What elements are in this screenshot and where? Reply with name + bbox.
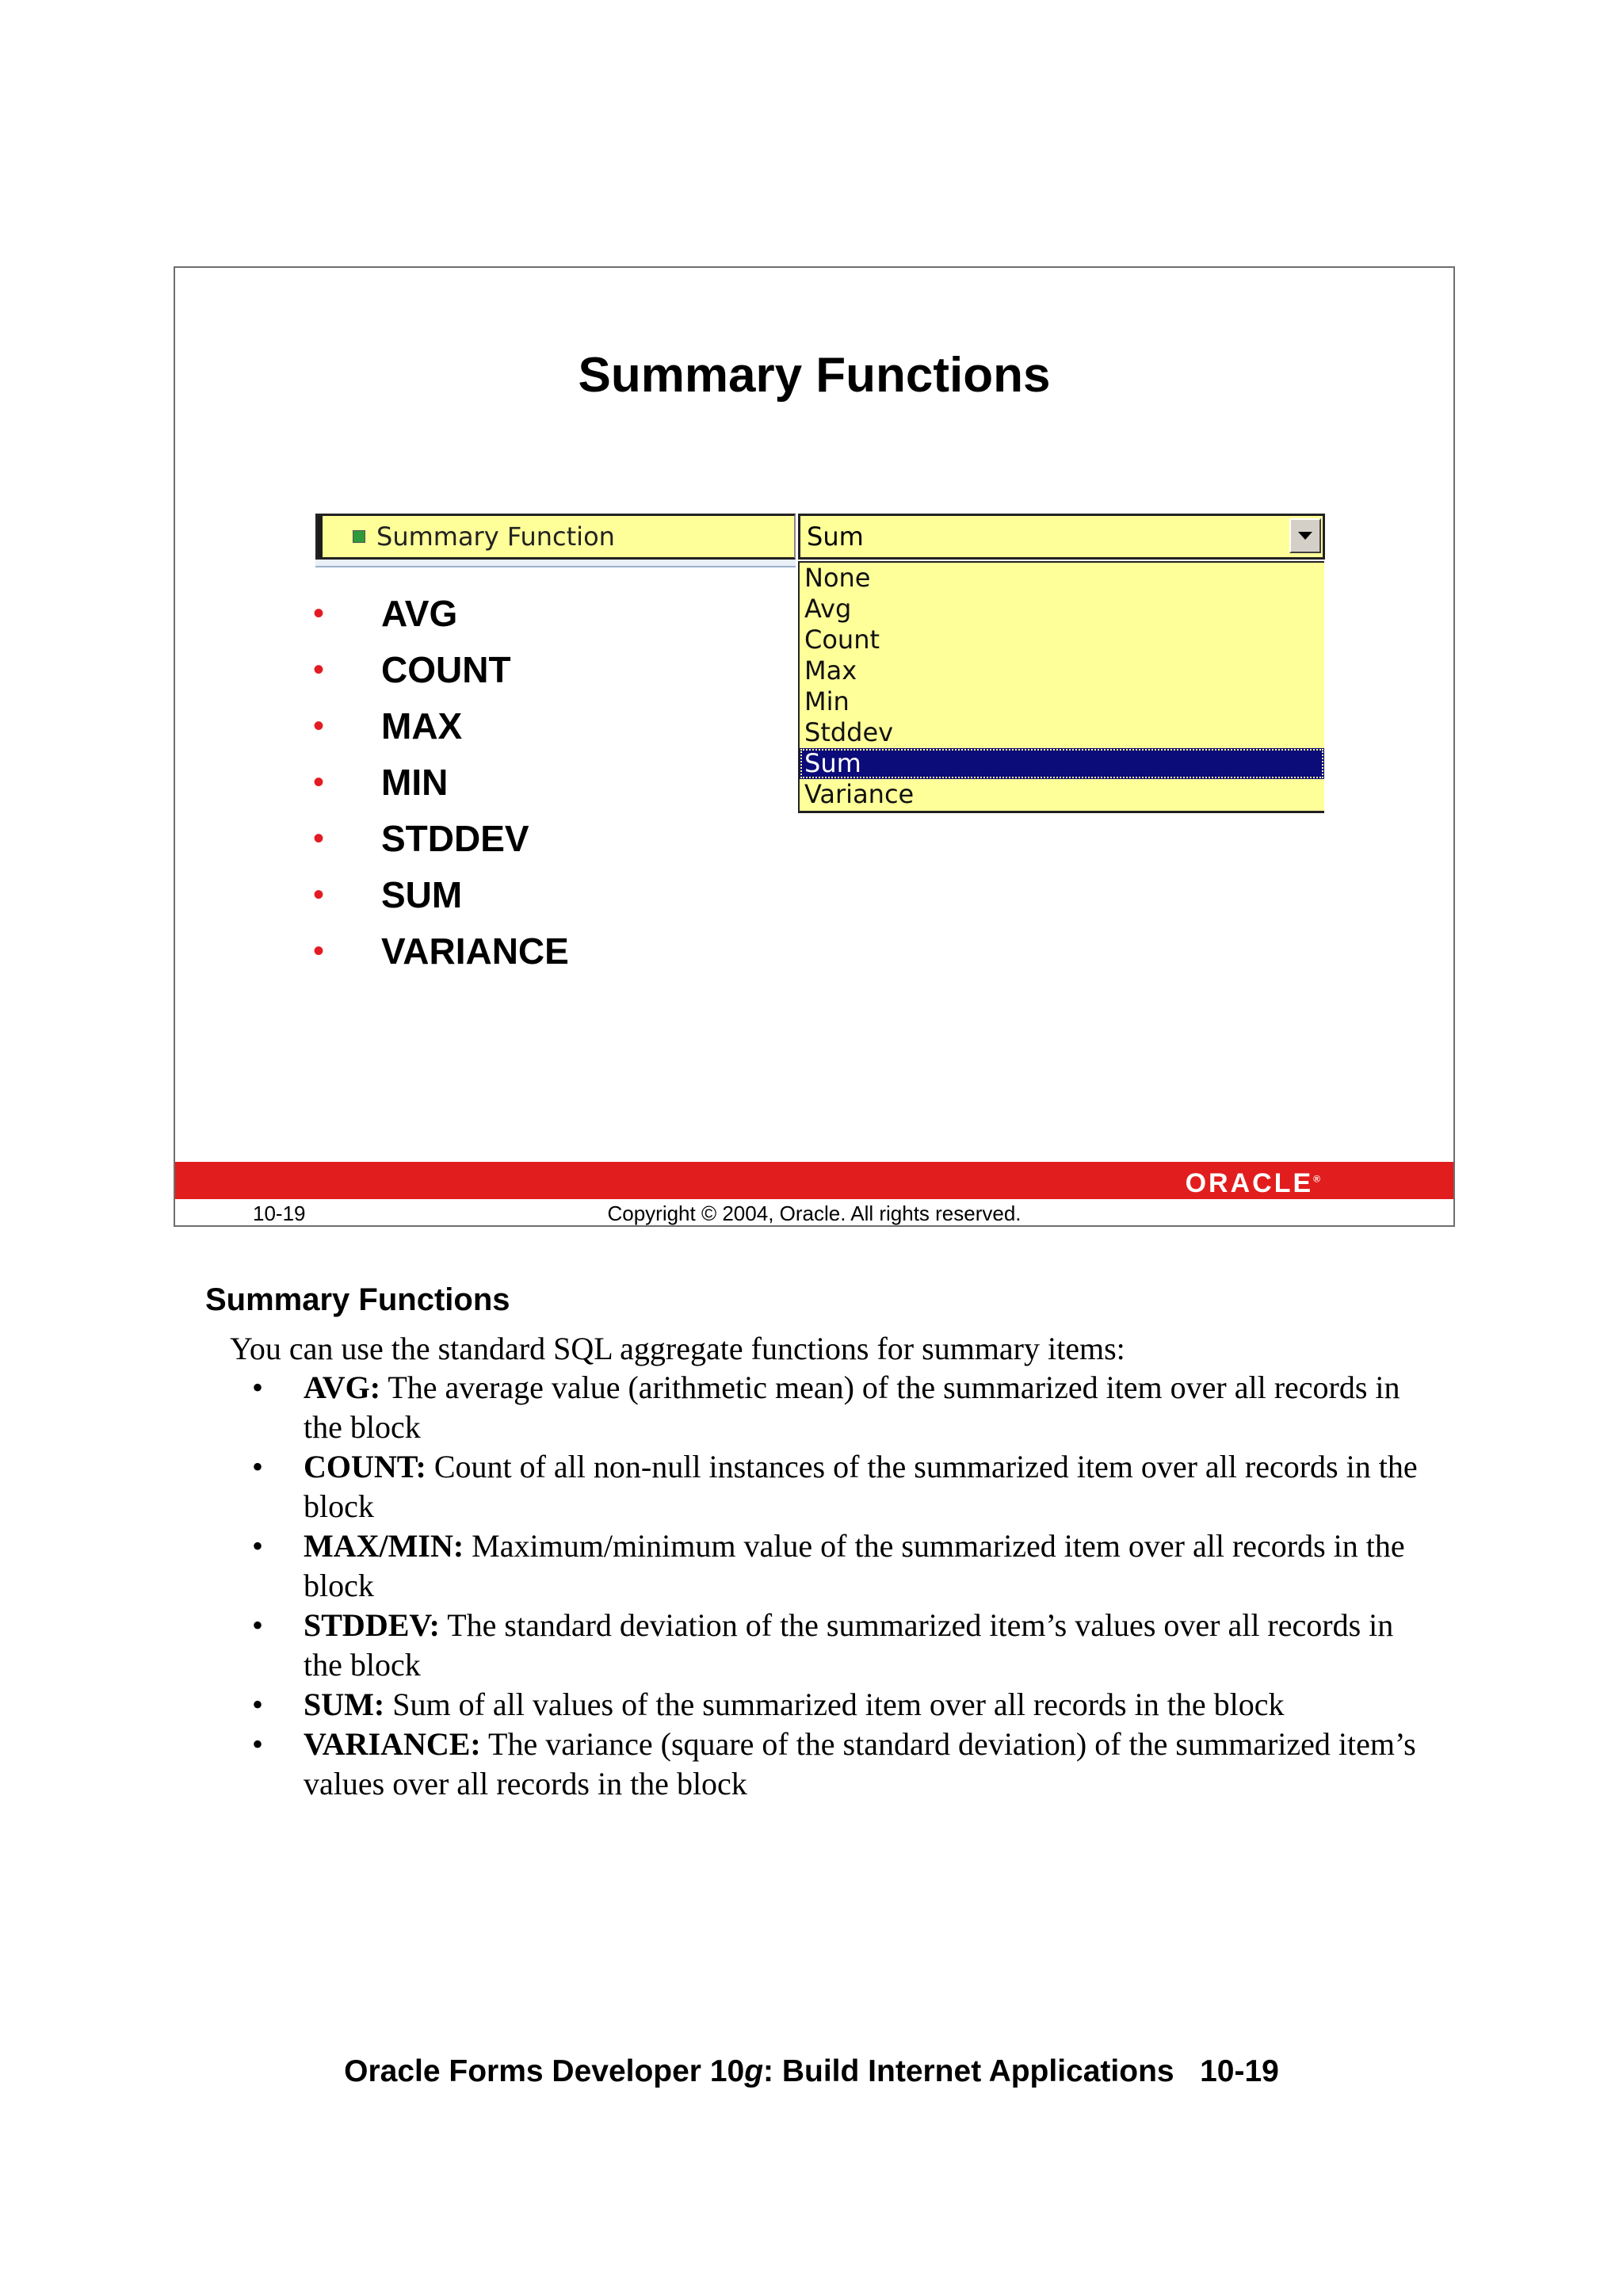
option-stddev[interactable]: Stddev [804, 717, 894, 747]
bullet-icon: • [313, 708, 325, 743]
footer-title: Oracle Forms Developer 10g: Build Internet Applications [344, 2054, 1174, 2088]
summary-function-select[interactable] [798, 514, 1325, 560]
notes-term: VARIANCE: [304, 1726, 481, 1762]
notes-list-item [252, 1685, 1433, 1725]
bullet-icon: • [252, 1726, 264, 1762]
notes-description: The standard deviation of the summarized item’s values over all records in the block [304, 1607, 1394, 1683]
notes-term: MAX/MIN: [304, 1528, 464, 1564]
notes-description: The average value (arithmetic mean) of the summarized item over all records in the block [304, 1370, 1400, 1445]
notes-list-item [252, 1526, 1433, 1606]
slide-title: Summary Functions [578, 348, 1051, 403]
slide-bullet-item [310, 641, 569, 697]
slide-bullet-text: COUNT [381, 648, 511, 690]
row-marker [318, 516, 323, 557]
footer-page-number: 10-19 [1200, 2054, 1279, 2088]
property-row-divider [315, 560, 796, 567]
slide-number: 10-19 [253, 1201, 306, 1225]
property-label-text: Summary Function [376, 521, 615, 552]
notes-term: AVG: [304, 1370, 381, 1405]
notes-description: Count of all non-null instances of the summarized item over all records in the block [304, 1449, 1418, 1524]
slide-bullet-item [310, 810, 569, 866]
bullet-icon: • [252, 1687, 264, 1722]
page-footer [0, 2054, 1623, 2089]
option-none[interactable]: None [804, 563, 871, 593]
slide [174, 266, 1455, 1227]
slide-bullet-text: MIN [381, 761, 449, 803]
notes-term: STDDEV: [304, 1607, 440, 1643]
slide-bullet-text: AVG [381, 592, 458, 634]
notes-list-item [252, 1368, 1433, 1447]
notes-list-item [252, 1447, 1433, 1526]
option-variance[interactable]: Variance [804, 779, 915, 809]
slide-bullet-item [310, 754, 569, 810]
notes-list-item [252, 1606, 1433, 1685]
summary-function-value: Sum [807, 521, 864, 552]
notes-term: SUM: [304, 1687, 385, 1722]
option-max[interactable]: Max [804, 655, 857, 686]
slide-bullet-item [310, 866, 569, 923]
oracle-logo: ORACLE® [1185, 1168, 1320, 1198]
bullet-icon: • [252, 1370, 264, 1405]
notes-description: The variance (square of the standard deviation) of the summarized item’s values over all records in the block [304, 1726, 1416, 1801]
slide-bullet-text: MAX [381, 705, 463, 747]
notes-intro: You can use the standard SQL aggregate functions for summary items: [230, 1331, 1125, 1366]
bullet-icon: • [252, 1528, 264, 1564]
chevron-down-icon [1298, 532, 1312, 540]
option-sum[interactable]: Sum [800, 748, 1324, 779]
option-min[interactable]: Min [804, 686, 850, 716]
notes-term: COUNT: [304, 1449, 426, 1484]
slide-bullet-text: STDDEV [381, 817, 529, 859]
summary-function-options [798, 561, 1324, 813]
notes-description: Sum of all values of the summarized item over all records in the block [384, 1687, 1285, 1722]
bullet-icon: • [313, 651, 325, 687]
bullet-icon: • [313, 877, 325, 912]
bullet-icon: • [252, 1449, 264, 1484]
slide-bullet-item [310, 923, 569, 979]
bullet-icon: • [313, 820, 325, 856]
slide-bullet-item [310, 697, 569, 754]
slide-bullet-text: VARIANCE [381, 930, 569, 972]
footer-band [175, 1162, 1453, 1199]
option-count[interactable]: Count [804, 625, 880, 655]
slide-bullet-text: SUM [381, 873, 463, 915]
bullet-icon: • [252, 1607, 264, 1643]
notes-list [252, 1368, 1433, 1804]
bullet-icon: • [313, 764, 325, 800]
property-label [315, 514, 796, 560]
slide-bullet-item [310, 585, 569, 641]
notes-heading: Summary Functions [205, 1282, 510, 1317]
option-avg[interactable]: Avg [804, 594, 852, 624]
property-bullet-icon [353, 530, 365, 543]
dropdown-button[interactable] [1289, 518, 1321, 553]
notes-list-item [252, 1725, 1433, 1804]
copyright: Copyright © 2004, Oracle. All rights reserved. [607, 1201, 1022, 1225]
bullet-icon: • [313, 933, 325, 968]
bullet-icon: • [313, 595, 325, 631]
property-row-summary-function [315, 514, 1325, 564]
notes-description: Maximum/minimum value of the summarized item over all records in the block [304, 1528, 1405, 1603]
slide-bullet-list [310, 585, 569, 979]
